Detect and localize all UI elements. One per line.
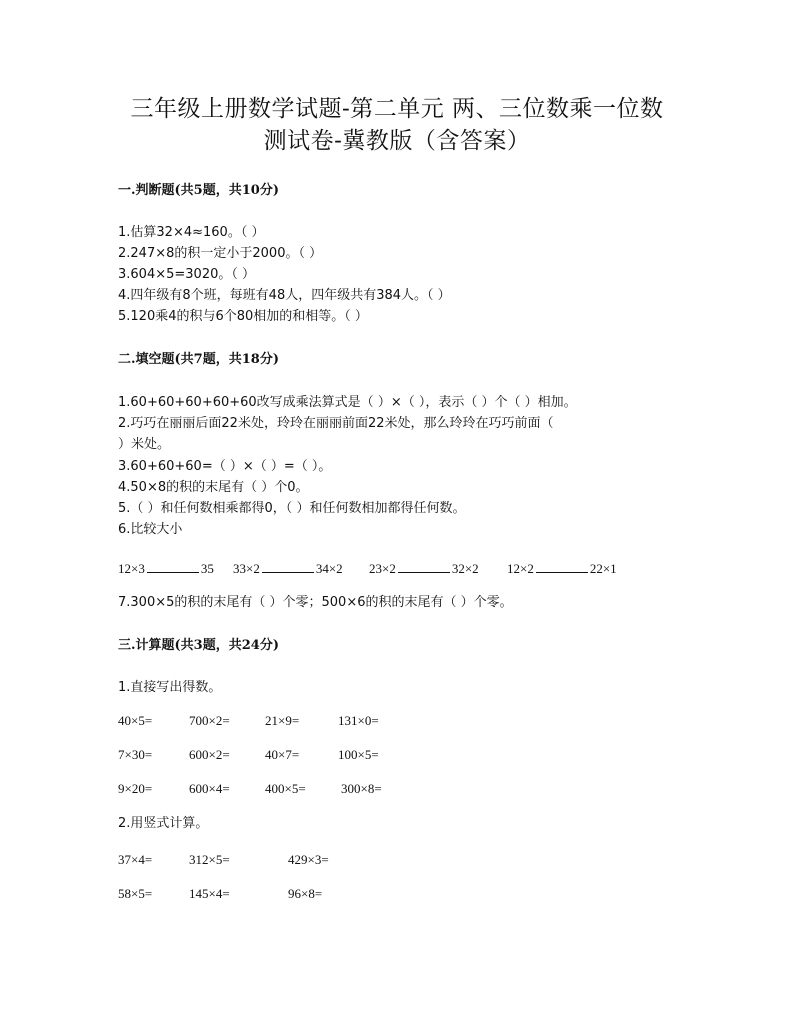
compare-left: 12×3 [118,561,145,576]
answer-blank [147,560,199,573]
fill-item-5: 5.（ ）和任何数相乘都得0，（ ）和任何数相加都得任何数。 [118,501,466,516]
answer-blank [536,560,588,573]
compare-left: 23×2 [369,561,396,576]
vertical-problem: 96×8= [288,886,323,901]
oral-problem: 400×5= [265,781,306,796]
oral-problem: 9×20= [118,781,153,796]
compare-right: 22×1 [589,561,617,576]
fill-item-4: 4.50×8的积的末尾有（ ）个0。 [118,480,309,495]
section-heading-fill-blank: 二.填空题(共7题，共18分) [118,352,279,367]
section-heading-judgement: 一.判断题(共5题，共10分) [118,183,279,198]
oral-problem: 40×7= [265,747,300,762]
judgement-item-4: 4.四年级有8个班，每班有48人，四年级共有384人。（ ） [118,288,451,303]
oral-problem: 40×5= [118,713,153,728]
answer-blank [398,560,450,573]
fill-item-1: 1.60+60+60+60+60改写成乘法算式是（ ）×（ ），表示（ ）个（ ）相加。 [118,395,577,410]
compare-pair-2 [233,560,343,578]
oral-problem: 21×9= [265,713,300,728]
compare-right: 34×2 [315,561,343,576]
calc-sub-2: 2.用竖式计算。 [118,816,209,831]
oral-problem: 100×5= [338,747,379,762]
judgement-item-1: 1.估算32×4≈160。（ ） [118,225,265,240]
page-title-line-1: 三年级上册数学试题-第二单元 两、三位数乘一位数 [130,96,664,122]
oral-problem: 131×0= [338,713,379,728]
compare-pair-3 [369,560,479,578]
compare-left: 33×2 [233,561,260,576]
vertical-problem: 429×3= [288,852,329,867]
oral-problem: 600×4= [189,781,230,796]
vertical-problem: 312×5= [189,852,230,867]
oral-problem: 300×8= [341,781,382,796]
judgement-item-5: 5.120乘4的积与6个80相加的和相等。（ ） [118,309,368,324]
fill-item-2: 2.巧巧在丽丽后面22米处，玲玲在丽丽前面22米处，那么玲玲在巧巧前面（ [118,416,554,431]
section-heading-calculation: 三.计算题(共3题，共24分) [118,638,279,653]
fill-item-7: 7.300×5的积的末尾有（ ）个零；500×6的积的末尾有（ ）个零。 [118,595,513,610]
compare-pair-4 [507,560,617,578]
fill-item-3: 3.60+60+60=（ ）×（ ）=（ ）。 [118,459,332,474]
compare-right: 32×2 [451,561,479,576]
compare-pair-1 [118,560,214,578]
calc-sub-1: 1.直接写出得数。 [118,680,222,695]
oral-problem: 700×2= [189,713,230,728]
vertical-problem: 58×5= [118,886,153,901]
compare-left: 12×2 [507,561,534,576]
compare-right: 35 [200,561,214,576]
oral-problem: 7×30= [118,747,153,762]
vertical-problem: 145×4= [189,886,230,901]
judgement-item-2: 2.247×8的积一定小于2000。（ ） [118,246,323,261]
fill-item-6: 6.比较大小 [118,522,183,537]
answer-blank [262,560,314,573]
page-title-line-2: 测试卷-冀教版（含答案） [263,128,531,154]
judgement-item-3: 3.604×5=3020。（ ） [118,267,255,282]
oral-problem: 600×2= [189,747,230,762]
fill-item-2-continued: ）米处。 [118,437,171,452]
vertical-problem: 37×4= [118,852,153,867]
